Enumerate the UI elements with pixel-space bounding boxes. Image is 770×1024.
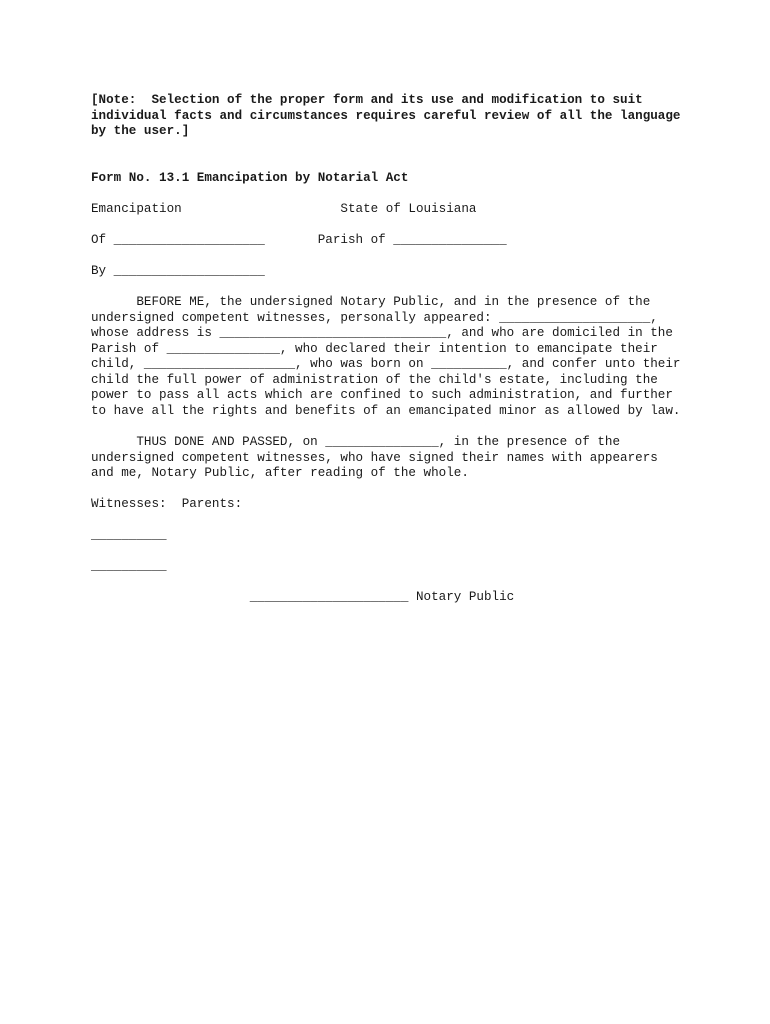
note-block — [91, 93, 680, 140]
witness-signature-line-1: __________ — [91, 528, 167, 542]
paragraph-line: whose address is ______________________________, and who are domiciled in the — [91, 326, 673, 340]
signature-header: Witnesses: Parents: — [91, 497, 243, 511]
paragraph-line: and me, Notary Public, after reading of the whole. — [91, 466, 469, 480]
caption-row-1: Emancipation State of Louisiana — [91, 202, 477, 216]
paragraph-line: THUS DONE AND PASSED, on _______________, in the presence of the — [91, 435, 621, 449]
body-paragraph-1 — [91, 295, 680, 419]
paragraph-line: child, ____________________, who was born on __________, and confer unto their — [91, 357, 681, 371]
body-paragraph-2 — [91, 435, 658, 482]
note-line-3: by the user.] — [91, 124, 190, 138]
form-title: Form No. 13.1 Emancipation by Notarial Act — [91, 171, 409, 185]
note-line-1: [Note: Selection of the proper form and its use and modification to suit — [91, 93, 643, 107]
caption-row-2: Of ____________________ Parish of _______________ — [91, 233, 507, 247]
paragraph-line: undersigned competent witnesses, who have signed their names with appearers — [91, 450, 658, 465]
witness-signature-line-2: __________ — [91, 559, 167, 573]
paragraph-line: BEFORE ME, the undersigned Notary Public, and in the presence of the — [91, 295, 651, 309]
paragraph-line: Parish of _______________, who declared their intention to emancipate their — [91, 341, 658, 356]
caption-row-3: By ____________________ — [91, 264, 265, 278]
paragraph-line: power to pass all acts which are confined to such administration, and further — [91, 388, 673, 402]
notary-signature-line: _____________________ Notary Public — [91, 590, 515, 604]
paragraph-line: to have all the rights and benefits of an emancipated minor as allowed by law. — [91, 403, 681, 418]
paragraph-line: undersigned competent witnesses, personally appeared: ____________________, — [91, 310, 658, 325]
paragraph-line: child the full power of administration of the child's estate, including the — [91, 372, 658, 387]
note-line-2: individual facts and circumstances requires careful review of all the language — [91, 108, 681, 123]
